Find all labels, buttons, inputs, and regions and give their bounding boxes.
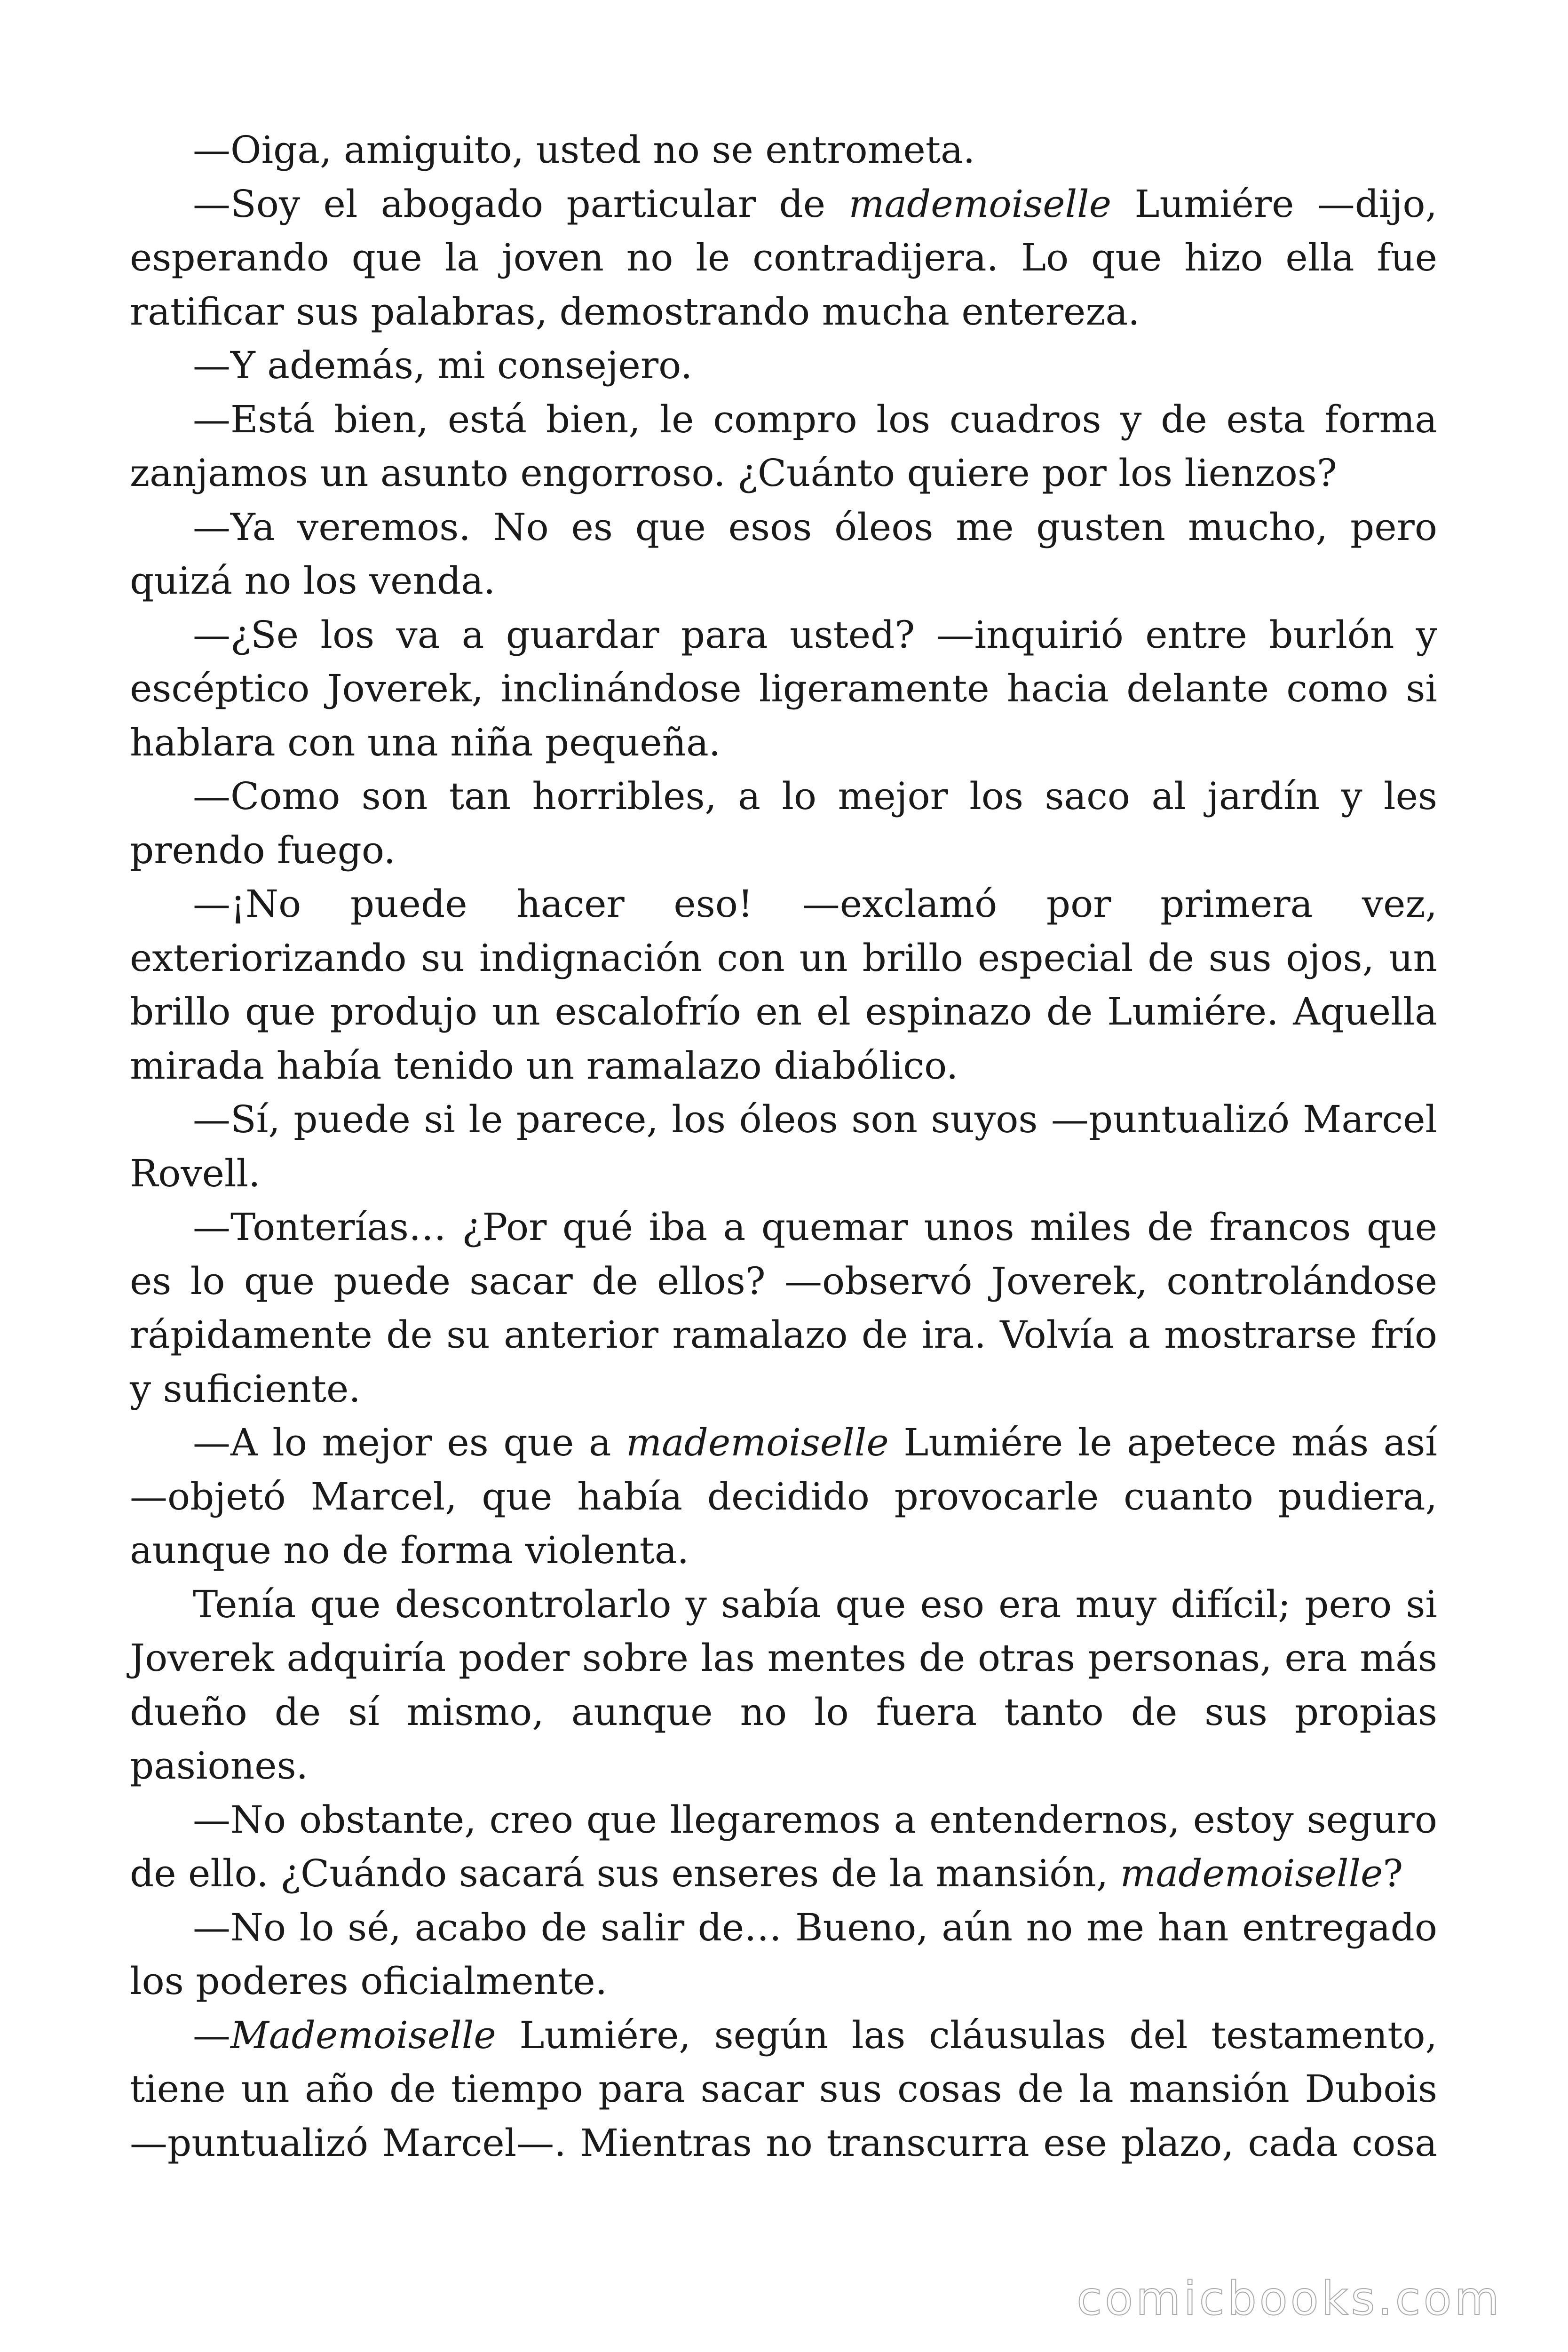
paragraph: —Oiga, amiguito, usted no se entrometa. [193, 128, 975, 172]
paragraph: —¿Se los va a guardar para usted? —inquirió entre burlón y escéptico Joverek, inclinándose ligeramente hacia delante como si hablara con una niña pequeña. [130, 612, 1437, 764]
paragraph: —Como son tan horribles, a lo mejor los saco al jardín y les prendo fuego. [130, 774, 1437, 872]
paragraph: —Soy el abogado particular de mademoiselle Lumiére —dijo, esperando que la joven no le contradijera. Lo que hizo ella fue ratificar sus palabras, demostrando mucha entereza. [130, 182, 1437, 334]
italic-term: mademoiselle [626, 1421, 889, 1464]
paragraph: —¡No puede hacer eso! —exclamó por primera vez, exteriorizando su indignación con un brillo especial de sus ojos, un brillo que produjo un escalofrío en el espinazo de Lumiére. Aquella mirada había tenido un ramalazo diabólico. [130, 882, 1437, 1088]
paragraph: Tenía que descontrolarlo y sabía que eso era muy difícil; pero si Joverek adquiría poder sobre las mentes de otras personas, era más dueño de sí mismo, aunque no lo fuera tanto de sus propias pasiones. [130, 1582, 1437, 1788]
paragraph: —No lo sé, acabo de salir de… Bueno, aún no me han entregado los poderes oficialmente. [130, 1905, 1437, 2003]
italic-term: Mademoiselle [230, 2013, 496, 2057]
paragraph: —Está bien, está bien, le compro los cuadros y de esta forma zanjamos un asunto engorroso. ¿Cuánto quiere por los lienzos? [130, 397, 1437, 495]
paragraph: —Mademoiselle Lumiére, según las cláusulas del testamento, tiene un año de tiempo para sacar sus cosas de la mansión Dubois —puntualizó Marcel—. Mientras no transcurra ese plazo, cada cosa [130, 2013, 1437, 2165]
paragraph: —Ya veremos. No es que esos óleos me gusten mucho, pero quizá no los venda. [130, 505, 1437, 603]
paragraph: —A lo mejor es que a mademoiselle Lumiére le apetece más así —objetó Marcel, que había decidido provocarle cuanto pudiera, aunque no de forma violenta. [130, 1421, 1438, 1572]
comicbooks-watermark: comicbooks.com [1077, 2272, 1502, 2326]
paragraph: —No obstante, creo que llegaremos a entendernos, estoy seguro de ello. ¿Cuándo sacará sus enseres de la mansión, mademoiselle? [130, 1797, 1437, 1895]
page-body-text [130, 123, 1437, 2170]
italic-term: mademoiselle [1120, 1851, 1383, 1895]
paragraph: —Sí, puede si le parece, los óleos son suyos —puntualizó Marcel Rovell. [130, 1097, 1437, 1195]
italic-term: mademoiselle [848, 182, 1112, 226]
paragraph: —Tonterías… ¿Por qué iba a quemar unos miles de francos que es lo que puede sacar de ellos? —observó Joverek, controlándose rápidamente de su anterior ramalazo de ira. Volvía a mostrarse frío y suficiente. [130, 1205, 1437, 1411]
paragraph: —Y además, mi consejero. [193, 343, 693, 387]
